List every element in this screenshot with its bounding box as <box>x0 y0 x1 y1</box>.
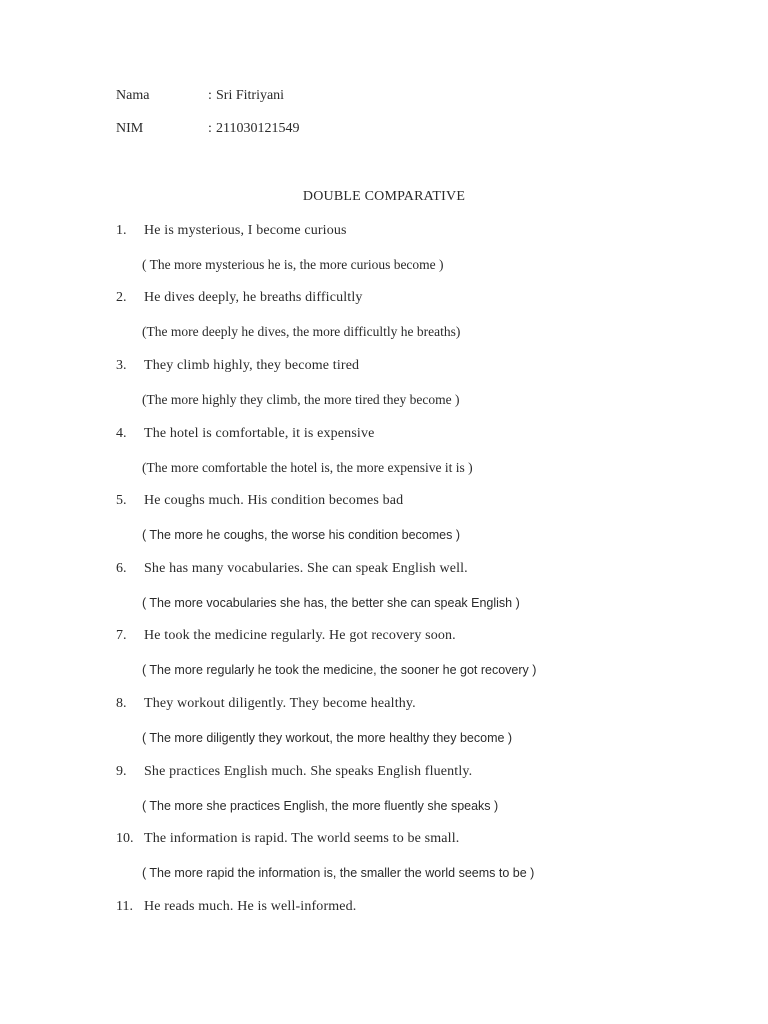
item-sentence: She has many vocabularies. She can speak English well. <box>144 561 468 576</box>
item-sentence: He coughs much. His condition becomes bad <box>144 493 404 508</box>
document-title-text: DOUBLE COMPARATIVE <box>302 189 466 204</box>
nim-separator: : <box>208 121 212 136</box>
item-answer: ( The more rapid the information is, the smaller the world seems to be ) <box>142 866 535 880</box>
item-number: 9. <box>116 764 127 779</box>
item-sentence: He dives deeply, he breaths difficultly <box>144 290 363 305</box>
item-sentence: He reads much. He is well-informed. <box>144 899 357 914</box>
item-number: 1. <box>116 223 127 238</box>
item-number: 5. <box>116 493 127 508</box>
item-sentence: The information is rapid. The world seems to be small. <box>144 831 460 846</box>
item-number: 7. <box>116 628 127 643</box>
item-answer: (The more comfortable the hotel is, the more expensive it is ) <box>142 460 473 475</box>
nim-value: 211030121549 <box>216 121 300 136</box>
item-answer: (The more highly they climb, the more tired they become ) <box>142 392 460 407</box>
item-sentence: They climb highly, they become tired <box>144 358 360 373</box>
item-number: 11. <box>116 899 133 914</box>
item-number: 2. <box>116 290 127 305</box>
item-answer: ( The more regularly he took the medicine, the sooner he got recovery ) <box>142 663 537 677</box>
nim-label: NIM <box>116 121 144 136</box>
item-sentence: The hotel is comfortable, it is expensive <box>144 426 375 441</box>
item-answer: ( The more vocabularies she has, the better she can speak English ) <box>142 596 520 610</box>
item-answer: ( The more diligently they workout, the more healthy they become ) <box>142 731 513 745</box>
item-sentence: He is mysterious, I become curious <box>144 223 347 238</box>
item-answer: ( The more he coughs, the worse his condition becomes ) <box>142 528 460 542</box>
item-answer: ( The more mysterious he is, the more curious become ) <box>142 257 444 272</box>
item-sentence: He took the medicine regularly. He got recovery soon. <box>144 628 456 643</box>
name-label: Nama <box>116 88 150 103</box>
item-answer: (The more deeply he dives, the more difficultly he breaths) <box>142 324 461 339</box>
item-number: 8. <box>116 696 127 711</box>
item-sentence: She practices English much. She speaks English fluently. <box>144 764 473 779</box>
item-answer: ( The more she practices English, the more fluently she speaks ) <box>142 799 499 813</box>
name-value: Sri Fitriyani <box>216 88 285 103</box>
item-number: 4. <box>116 426 127 441</box>
item-number: 10. <box>116 831 134 846</box>
item-sentence: They workout diligently. They become healthy. <box>144 696 416 711</box>
item-number: 6. <box>116 561 127 576</box>
item-number: 3. <box>116 358 127 373</box>
name-separator: : <box>208 88 212 103</box>
document-title <box>0 187 768 207</box>
